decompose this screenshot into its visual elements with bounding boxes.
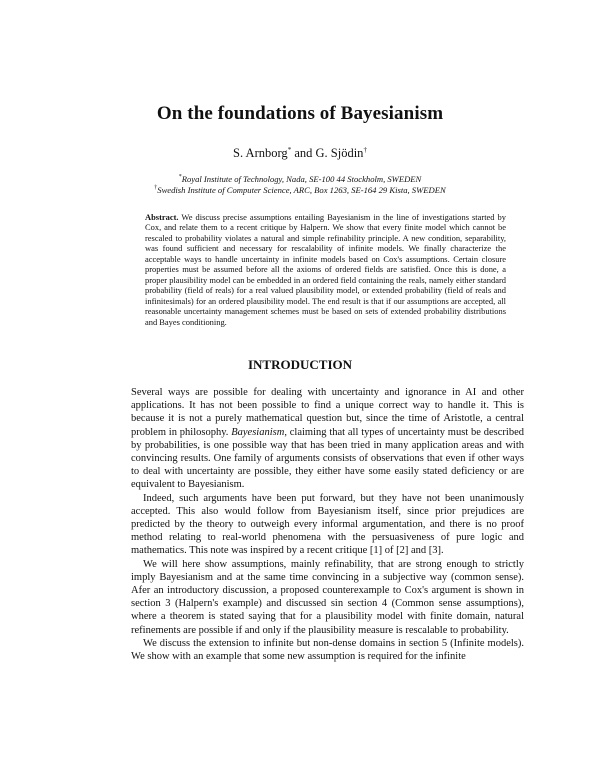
- paragraph-1: [131, 386, 524, 492]
- paragraph-4: We discuss the extension to infinite but non-dense domains in section 5 (Infinite models). We show with an example that some new assumption is required for the infinite: [131, 637, 524, 663]
- author-sjodin: G. Sjödin: [315, 146, 364, 161]
- abstract: [145, 212, 506, 327]
- author-connector: and: [291, 146, 316, 161]
- introduction-body: [131, 386, 524, 663]
- paper-title: On the foundations of Bayesianism: [156, 103, 444, 124]
- author-arnborg: S. Arnborg: [233, 146, 288, 161]
- affiliation-kth: [0, 174, 600, 184]
- paragraph-2: Indeed, such arguments have been put forward, but they have not been unanimously accepted. This also would follow from Bayesianism itself, since prior prejudices are predicted by the theory to outweigh every informal argumentation, and there is no proof method relating to real-world phenomena with the persuasiveness of pure logic and mathematics. This note was inspired by a recent critique [1] of [2] and [3].: [131, 492, 524, 557]
- author-line: [0, 146, 600, 161]
- abstract-text: We discuss precise assumptions entailing Bayesianism in the line of investigations started by Cox, and relate them to a recent critique by Halpern. We show that every finite model which cannot be rescaled to probability violates a natural and simple refinability principle. A new condition, separability, was found sufficient and necessary for rescalability of infinite models. We finally characterize the acceptable ways to handle uncertainty in infinite models based on Cox's assumptions. Certain closure properties must be assumed before all the axioms of ordered fields are satisfied. Once this is done, a proper plausibility model can be embedded in an ordered field containing the reals, namely either standard probability (field of reals) for a real valued plausibility model, or extended probability (field of reals and infinitesimals) for an ordered plausibility model. The end result is that if our assumptions are accepted, all reasonable uncertainty management schemes must be based on sets of extended probability distributions and Bayes conditioning.: [145, 212, 506, 327]
- bayesianism-term: Bayesianism: [231, 426, 285, 438]
- abstract-label: Abstract.: [145, 212, 179, 222]
- paragraph-1-text-a: Several ways are possible for dealing with uncertainty and ignorance in AI and other applications. It has not been possible to find a unique correct way to handle it. This is because it is not a purely mathematical question but, since the time of Aristotle, a central problem in philosophy.: [131, 387, 524, 438]
- paragraph-1-text-b: , claiming that all types of uncertainty must be described by probabilities, is one possible way that has been tried in many application areas and with convincing results. One family of arguments consists of observations that even if other ways to deal with uncertainty are possible, they either have some easily stated deficiency or are equivalent to Bayesianism.: [131, 426, 524, 491]
- author-mark-2: †: [363, 146, 367, 154]
- section-heading-introduction: INTRODUCTION: [247, 357, 352, 372]
- affiliation-sics: [0, 185, 600, 195]
- author-mark-1: *: [287, 146, 292, 154]
- paragraph-3: We will here show assumptions, mainly refinability, that are strong enough to strictly imply Bayesianism and at the same time convincing in a subjective way (common sense). Afer an introductory discussion, a proposed counterexample to Cox's argument is shown in section 3 (Halpern's example) and discussed sin section 4 (Common sense assumptions), where a theorem is stated saying that for a plausibility model with finite domain, natural refinements are possible if and only if the plausibility measure is rescalable to probability.: [131, 558, 524, 636]
- affiliation-mark: *: [178, 174, 182, 181]
- affiliation-text: Swedish Institute of Computer Science, ARC, Box 1263, SE-164 29 Kista, SWEDEN: [157, 185, 446, 195]
- affiliation-mark: †: [154, 185, 158, 192]
- affiliation-text: Royal Institute of Technology, Nada, SE-100 44 Stockholm, SWEDEN: [181, 174, 422, 184]
